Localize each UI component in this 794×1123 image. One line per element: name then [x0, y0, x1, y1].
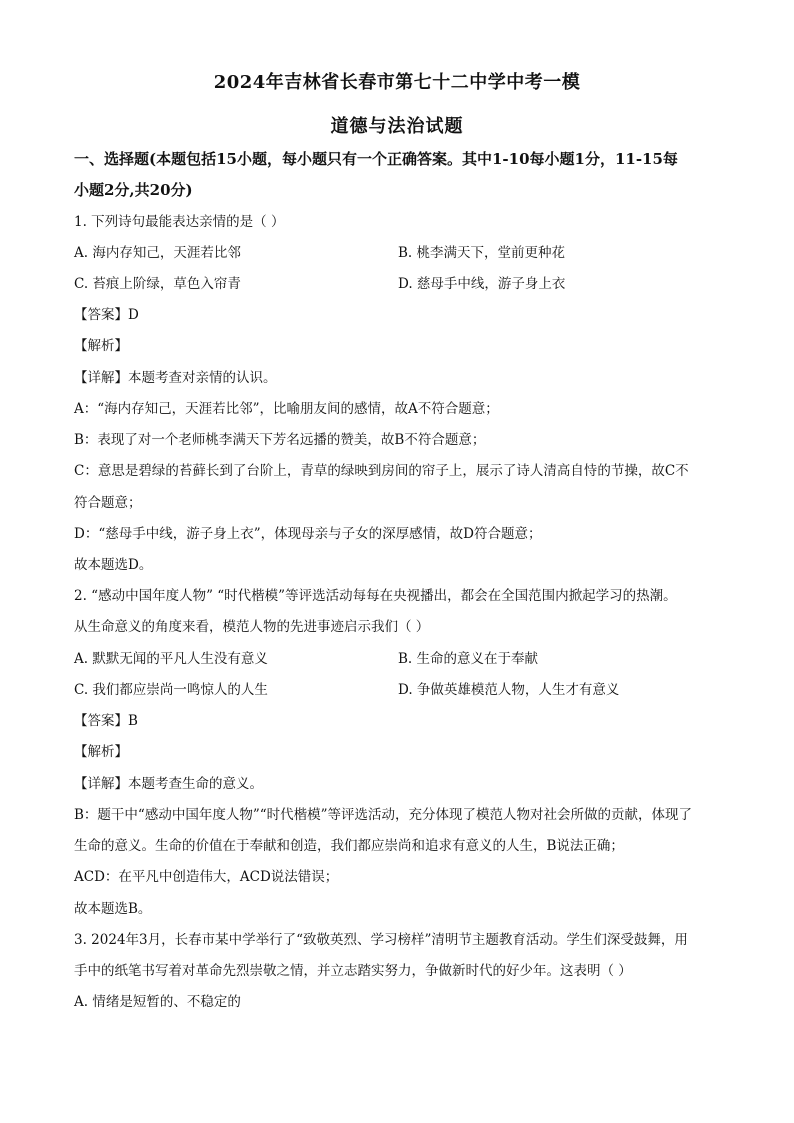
- q2-detail: 【详解】本题考查生命的意义。: [74, 776, 263, 792]
- q1-explain-b: B：表现了对一个老师桃李满天下芳名远播的赞美，故B不符合题意；: [74, 432, 486, 448]
- q2-option-b: B. 生命的意义在于奉献: [398, 651, 539, 667]
- q2-option-d: D. 争做英雄模范人物，人生才有意义: [398, 682, 620, 698]
- q1-explain-a: A：“海内存知己，天涯若比邻”，比喻朋友间的感情，故A不符合题意；: [74, 401, 499, 417]
- q2-explain-b-line2: 生命的意义。生命的价值在于奉献和创造，我们都应崇尚和追求有意义的人生，B说法正确；: [74, 838, 624, 854]
- q1-option-d: D. 慈母手中线，游子身上衣: [398, 276, 566, 292]
- exam-title: 2024年吉林省长春市第七十二中学中考一模: [213, 72, 581, 93]
- q1-explain-d: D：“慈母手中线，游子身上衣”，体现母亲与子女的深厚感情，故D符合题意；: [74, 526, 542, 542]
- q2-option-a: A. 默默无闻的平凡人生没有意义: [74, 651, 268, 667]
- q2-explain-b-line1: B：题干中“感动中国年度人物”“时代楷模”等评选活动，充分体现了模范人物对社会所做的贡献，体现了: [74, 807, 693, 823]
- q2-analysis-label: 【解析】: [74, 744, 128, 760]
- q2-conclusion: 故本题选B。: [74, 901, 152, 917]
- q3-stem-line1: 3. 2024年3月，长春市某中学举行了“致敬英烈、学习榜样”清明节主题教育活动。学生们深受鼓舞，用: [74, 932, 688, 948]
- q1-explain-c-line1: C：意思是碧绿的苔藓长到了台阶上，青草的绿映到房间的帘子上，展示了诗人清高自恃的节操，故C不: [74, 463, 689, 479]
- q2-stem-line1: 2. “感动中国年度人物” “时代楷模”等评选活动每每在央视播出，都会在全国范围内掀起学习的热潮。: [74, 588, 677, 604]
- q2-option-c: C. 我们都应崇尚一鸣惊人的人生: [74, 682, 268, 698]
- q2-explain-acd: ACD：在平凡中创造伟大，ACD说法错误；: [74, 869, 339, 885]
- q2-stem-line2: 从生命意义的角度来看，模范人物的先进事迹启示我们（ ）: [74, 619, 430, 635]
- q1-option-b: B. 桃李满天下，堂前更种花: [398, 245, 566, 261]
- q3-stem-line2: 手中的纸笔书写着对革命先烈崇敬之情，并立志踏实努力，争做新时代的好少年。这表明（ ）: [74, 963, 632, 979]
- q3-option-a: A. 情绪是短暂的、不稳定的: [74, 994, 241, 1010]
- section-header-line1: 一、选择题(本题包括15小题，每小题只有一个正确答案。其中1-10每小题1分，11-15每: [74, 150, 678, 168]
- q1-option-c: C. 苔痕上阶绿，草色入帘青: [74, 276, 241, 292]
- q2-answer: 【答案】B: [74, 713, 138, 729]
- q1-option-a: A. 海内存知己，天涯若比邻: [74, 245, 241, 261]
- section-header-line2: 小题2分,共20分): [74, 181, 193, 199]
- exam-subtitle: 道德与法治试题: [330, 116, 464, 137]
- q1-conclusion: 故本题选D。: [74, 557, 153, 573]
- q1-answer: 【答案】D: [74, 307, 139, 323]
- q1-detail: 【详解】本题考查对亲情的认识。: [74, 370, 277, 386]
- q1-stem: 1. 下列诗句最能表达亲情的是（ ）: [74, 214, 285, 230]
- q1-explain-c-line2: 符合题意；: [74, 495, 142, 511]
- q1-analysis-label: 【解析】: [74, 338, 128, 354]
